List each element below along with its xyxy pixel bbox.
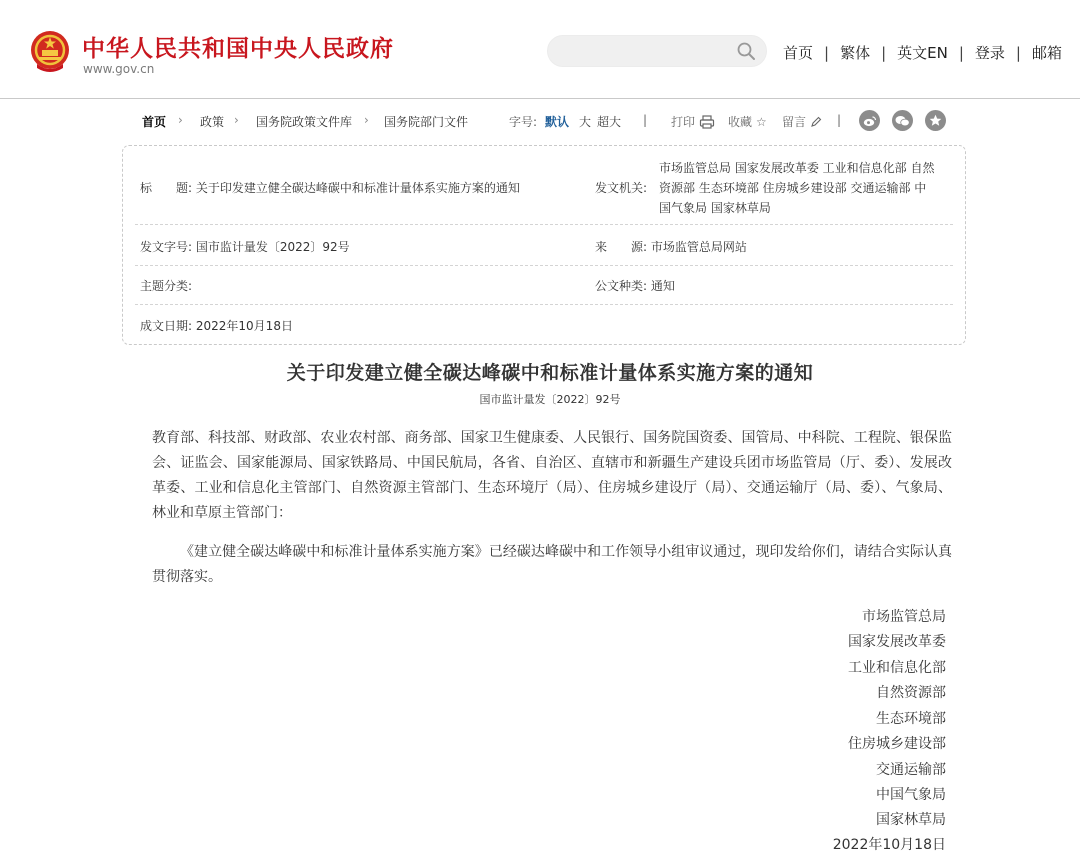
toolbar-separator: |: [837, 113, 842, 127]
date-field: [140, 317, 293, 334]
search-input[interactable]: [547, 35, 767, 67]
toolbar-separator: |: [643, 113, 648, 127]
nav-separator: |: [1015, 43, 1021, 62]
row-divider: [135, 265, 953, 266]
article-doc-number: 国市监计量发〔2022〕92号: [479, 393, 621, 406]
issuer-value: [659, 158, 934, 218]
breadcrumb-home[interactable]: 首页: [142, 115, 167, 129]
docno-label: 发文字号:: [140, 240, 193, 254]
breadcrumb-policy-library[interactable]: 国务院政策文件库: [256, 115, 353, 129]
nav-separator: |: [881, 43, 887, 62]
comment-button[interactable]: [782, 113, 822, 130]
breadcrumb-dept-docs[interactable]: 国务院部门文件: [384, 115, 469, 129]
nav-traditional[interactable]: 繁体: [840, 44, 871, 62]
signatory: 生态环境部: [876, 711, 946, 727]
row-divider: [135, 224, 953, 225]
chevron-right-icon: ›: [178, 113, 183, 127]
search-icon[interactable]: [736, 41, 756, 61]
breadcrumb-policy[interactable]: 政策: [200, 115, 225, 129]
signatory: 自然资源部: [876, 685, 946, 701]
row-divider: [135, 304, 953, 305]
issuer-line: 市场监管总局 国家发展改革委 工业和信息化部 自然: [659, 161, 935, 175]
sign-date: 2022年10月18日: [832, 837, 946, 853]
nav-login[interactable]: 登录: [974, 44, 1005, 62]
type-field: [595, 277, 675, 294]
print-button[interactable]: [671, 113, 715, 130]
type-label: 公文种类:: [595, 279, 648, 293]
article-title: 关于印发建立健全碳达峰碳中和标准计量体系实施方案的通知: [286, 362, 814, 384]
comment-label: 留言: [782, 115, 807, 129]
signatory: 工业和信息化部: [848, 660, 946, 676]
nav-mail[interactable]: 邮箱: [1031, 44, 1062, 62]
font-size-large[interactable]: 大: [579, 115, 592, 129]
document-info-panel: [122, 145, 966, 345]
date-value: 2022年10月18日: [195, 319, 293, 333]
signatory: 国家林草局: [876, 812, 946, 828]
site-header: [0, 0, 1080, 99]
docno-value: 国市监计量发〔2022〕92号: [195, 240, 350, 254]
printer-icon: [699, 115, 715, 129]
title-value: 关于印发建立健全碳达峰碳中和标准计量体系实施方案的通知: [195, 181, 520, 195]
font-size-label: 字号:: [509, 115, 538, 129]
national-emblem-icon[interactable]: [29, 30, 71, 74]
signatory: 住房城乡建设部: [848, 736, 946, 752]
nav-separator: |: [824, 43, 830, 62]
article-recipients: 教育部、科技部、财政部、农业农村部、商务部、国家卫生健康委、人民银行、国务院国资委、国管局、中科院、工程院、银保监会、证监会、国家能源局、国家铁路局、中国民航局，各省、自治区、直辖市和新疆生产建设兵团市场监管局（厅、委）、发展改革委、工业和信息化主管部门、自然资源主管部门、生态环境厅（局）、住房城乡建设厅（局）、交通运输厅（局、委）、气象局、林业和草原主管部门：: [152, 430, 952, 521]
site-name[interactable]: 中华人民共和国中央人民政府: [82, 36, 394, 62]
chevron-right-icon: ›: [364, 113, 369, 127]
wechat-icon[interactable]: [892, 110, 913, 131]
font-size-default[interactable]: 默认: [545, 115, 570, 129]
topic-field: [140, 277, 192, 294]
breadcrumb: [140, 113, 960, 131]
nav-english[interactable]: 英文EN: [897, 44, 948, 62]
star-icon[interactable]: [925, 110, 946, 131]
top-nav: [783, 42, 1062, 63]
source-label: 来 源:: [595, 240, 648, 254]
docno-field: [140, 238, 350, 255]
favorite-label: 收藏: [728, 115, 753, 129]
signatory: 国家发展改革委: [848, 634, 946, 650]
weibo-icon[interactable]: [859, 110, 880, 131]
print-label: 打印: [671, 115, 696, 129]
type-value: 通知: [650, 279, 675, 293]
issuer-label: 发文机关:: [595, 181, 648, 195]
article-body: 《建立健全碳达峰碳中和标准计量体系实施方案》已经碳达峰碳中和工作领导小组审议通过，现印发给你们，请结合实际认真贯彻落实。: [152, 544, 952, 585]
topic-label: 主题分类:: [140, 279, 193, 293]
source-value: 市场监管总局网站: [650, 240, 747, 254]
title-label: 标 题:: [140, 181, 193, 195]
signatory: 中国气象局: [876, 787, 946, 803]
date-label: 成文日期:: [140, 319, 193, 333]
chevron-right-icon: ›: [234, 113, 239, 127]
favorite-button[interactable]: [728, 113, 767, 130]
nav-separator: |: [958, 43, 964, 62]
pencil-icon: [810, 116, 822, 128]
nav-home[interactable]: 首页: [782, 44, 813, 62]
star-outline-icon: ☆: [756, 114, 767, 129]
site-url: www.gov.cn: [83, 62, 155, 76]
issuer-line: 国气象局 国家林草局: [659, 201, 771, 215]
source-field: [595, 238, 747, 255]
title-field: [140, 179, 520, 196]
issuer-line: 资源部 生态环境部 住房城乡建设部 交通运输部 中: [659, 181, 927, 195]
signatory: 交通运输部: [876, 762, 946, 778]
font-size-xlarge[interactable]: 超大: [597, 115, 622, 129]
signatory: 市场监管总局: [862, 609, 946, 625]
